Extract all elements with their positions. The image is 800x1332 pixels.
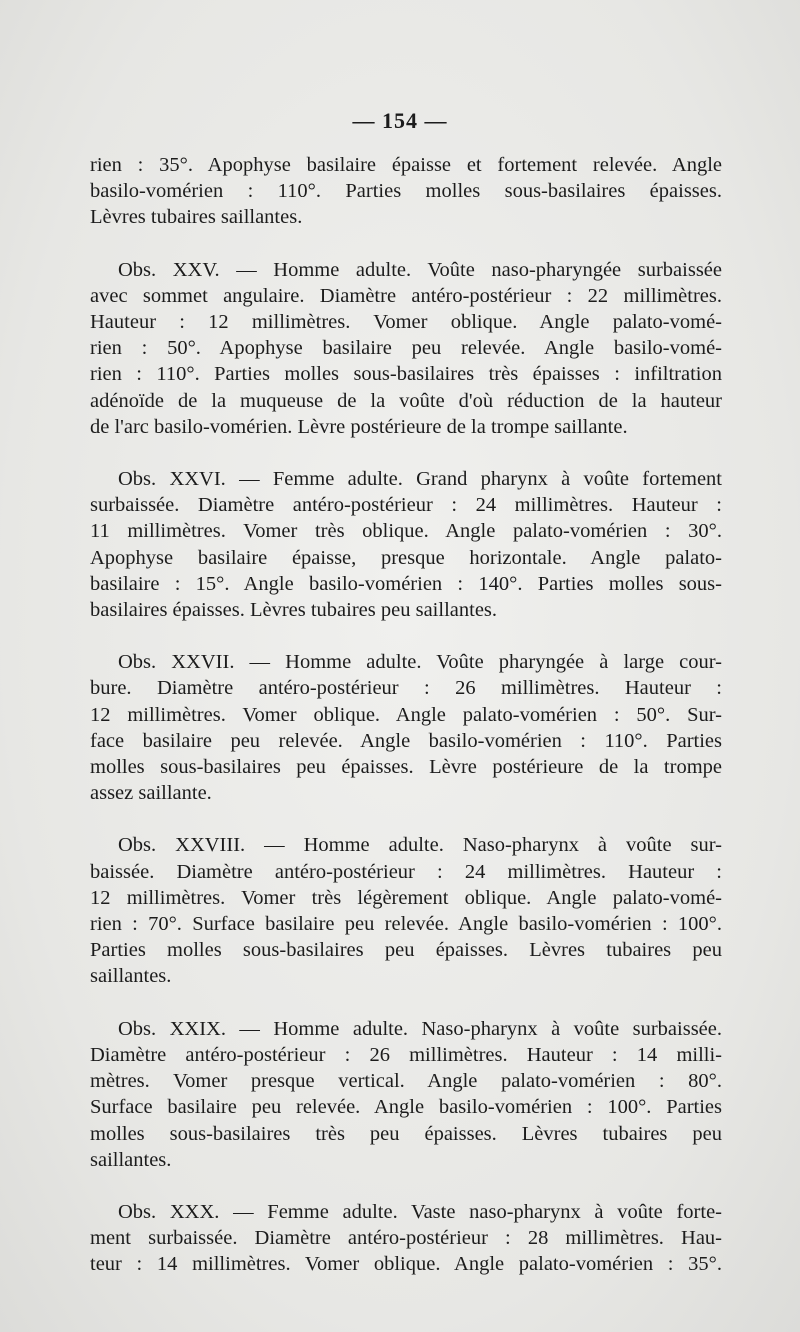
- text-line: assez saillante.: [90, 782, 212, 805]
- text-line: avec sommet angulaire. Diamètre antéro-postérieur : 22 millimètres.: [90, 284, 722, 307]
- text-line: Parties molles sous-basilaires peu épaisses. Lèvres tubaires peu: [90, 939, 722, 962]
- text-line: Apophyse basilaire épaisse, presque horizontale. Angle palato-: [90, 546, 722, 569]
- text-line: basilo-vomérien : 110°. Parties molles sous-basilaires épaisses.: [90, 180, 722, 203]
- text-line: adénoïde de la muqueuse de la voûte d'où réduction de la hauteur: [90, 389, 722, 412]
- text-line: Obs. XXV. — Homme adulte. Voûte naso-pharyngée surbaissée: [118, 258, 722, 281]
- text-line: Lèvres tubaires saillantes.: [90, 206, 303, 229]
- text-line: 12 millimètres. Vomer oblique. Angle palato-vomérien : 50°. Sur-: [90, 703, 722, 726]
- text-line: molles sous-basilaires peu épaisses. Lèvre postérieure de la trompe: [90, 756, 722, 779]
- text-line: rien : 110°. Parties molles sous-basilaires très épaisses : infiltration: [90, 363, 722, 386]
- text-line: Obs. XXX. — Femme adulte. Vaste naso-pharynx à voûte forte-: [118, 1200, 722, 1223]
- text-line: basilaire : 15°. Angle basilo-vomérien : 140°. Parties molles sous-: [90, 572, 722, 595]
- text-line: surbaissée. Diamètre antéro-postérieur : 24 millimètres. Hauteur :: [90, 494, 722, 517]
- text-line: 11 millimètres. Vomer très oblique. Angle palato-vomérien : 30°.: [90, 520, 722, 543]
- text-line: Surface basilaire peu relevée. Angle basilo-vomérien : 100°. Parties: [90, 1096, 722, 1119]
- paragraph-obs-xxv: [90, 257, 722, 440]
- text-line: de l'arc basilo-vomérien. Lèvre postérieure de la trompe saillante.: [90, 415, 628, 438]
- paragraph-obs-xxvii: [90, 649, 722, 806]
- text-line: Obs. XXVII. — Homme adulte. Voûte pharyngée à large cour-: [118, 651, 722, 674]
- text-line: rien : 70°. Surface basilaire peu relevée. Angle basilo-vomérien : 100°.: [90, 913, 722, 936]
- page-number: — 154 —: [352, 108, 448, 133]
- text-line: face basilaire peu relevée. Angle basilo-vomérien : 110°. Parties: [90, 729, 722, 752]
- paragraph-obs-xxx: [90, 1199, 722, 1278]
- text-line: ment surbaissée. Diamètre antéro-postérieur : 28 millimètres. Hau-: [90, 1227, 722, 1250]
- text-line: teur : 14 millimètres. Vomer oblique. Angle palato-vomérien : 35°.: [90, 1253, 722, 1276]
- text-line: mètres. Vomer presque vertical. Angle palato-vomérien : 80°.: [90, 1070, 722, 1093]
- text-line: rien : 35°. Apophyse basilaire épaisse et fortement relevée. Angle: [90, 154, 722, 176]
- text-line: basilaires épaisses. Lèvres tubaires peu saillantes.: [90, 599, 498, 622]
- text-line: Diamètre antéro-postérieur : 26 millimètres. Hauteur : 14 milli-: [90, 1043, 722, 1066]
- text-line: Hauteur : 12 millimètres. Vomer oblique. Angle palato-vomé-: [90, 311, 722, 334]
- text-line: Obs. XXIX. — Homme adulte. Naso-pharynx à voûte surbaissée.: [118, 1017, 722, 1040]
- text-line: Obs. XXVI. — Femme adulte. Grand pharynx à voûte fortement: [118, 468, 722, 491]
- page-body: [90, 152, 722, 1278]
- paragraph-continuation: [90, 152, 722, 231]
- text-line: Obs. XXVIII. — Homme adulte. Naso-pharynx à voûte sur-: [118, 834, 722, 857]
- text-line: 12 millimètres. Vomer très légèrement oblique. Angle palato-vomé-: [90, 886, 722, 909]
- paragraph-obs-xxviii: [90, 832, 722, 989]
- text-line: molles sous-basilaires très peu épaisses. Lèvres tubaires peu: [90, 1122, 722, 1145]
- text-line: baissée. Diamètre antéro-postérieur : 24 millimètres. Hauteur :: [90, 860, 722, 883]
- paragraph-obs-xxix: [90, 1016, 722, 1173]
- paragraph-obs-xxvi: [90, 466, 722, 623]
- text-line: rien : 50°. Apophyse basilaire peu relevée. Angle basilo-vomé-: [90, 337, 722, 360]
- text-line: saillantes.: [90, 965, 172, 988]
- text-line: bure. Diamètre antéro-postérieur : 26 millimètres. Hauteur :: [90, 677, 722, 700]
- text-line: saillantes.: [90, 1148, 172, 1171]
